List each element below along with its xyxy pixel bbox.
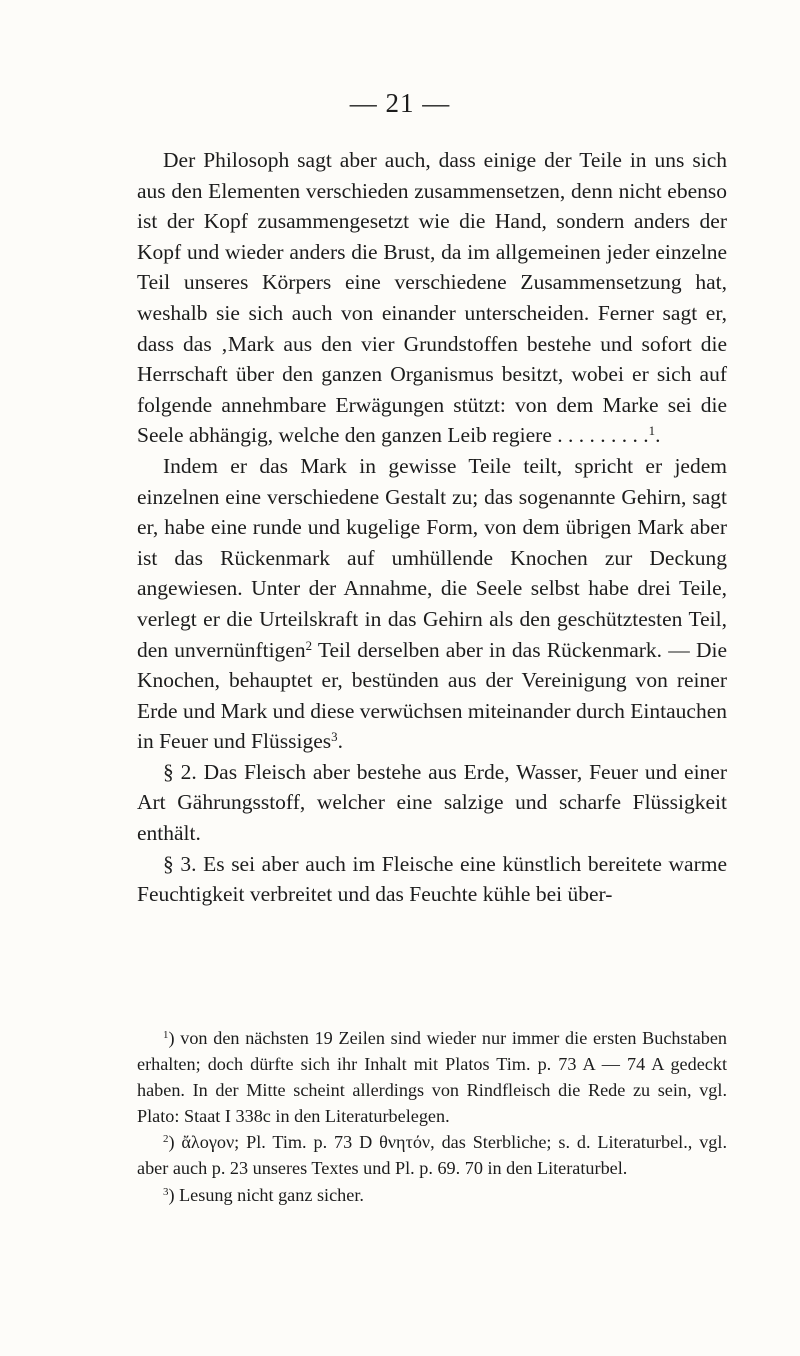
footnote-text: von den nächsten 19 Zeilen sind wieder nur immer die ersten Buchstaben erhalten; doch dürfte sich ihr Inhalt mit Platos Tim. p. 73 A — 74 A gedeckt haben. In der Mitte scheint allerdings von Rindfleisch die Rede zu sein, vgl. Plato: Staat I 338c in den Literaturbelegen. [137,1028,727,1127]
paragraph-section-2: § 2. Das Fleisch aber bestehe aus Erde, Wasser, Feuer und einer Art Gährungsstoff, welcher eine salzige und scharfe Flüssigkeit enthält. [137,759,727,846]
paragraph-ending: . [655,423,661,448]
footnote-text: Lesung nicht ganz sicher. [179,1184,364,1205]
paragraph [137,145,727,451]
footnotes [137,1025,727,1208]
paragraph-text-continued: Teil derselben aber in das Rückenmark. — Die Knochen, behauptet er, bestünden aus der Vereinigung von reiner Erde und Mark und diese verwüchsen miteinander durch Eintauchen in Feuer und Flüssiges [137,637,727,754]
footnote-mark: 1 [163,1029,169,1041]
paragraph-section-3: § 3. Es sei aber auch im Fleische eine künstlich bereitete warme Feuchtigkeit verbreitet und das Feuchte kühle bei über- [137,851,727,907]
footnote-mark: 2 [163,1133,169,1146]
footnote: $^3$) Lesung nicht ganz sicher. [163,1184,364,1205]
paragraph-text: Indem er das Mark in gewisse Teile teilt, spricht er jedem einzelnen eine verschiedene Gestalt zu; das sogenannte Gehirn, sagt er, habe eine runde und kugelige Form, von dem übrigen Mark aber ist das Rückenmark auf umhüllende Knochen zur Deckung angewiesen. Unter der Annahme, die Seele selbst habe drei Teile, verlegt er die Urteilskraft in das Gehirn als den geschütztesten Teil, den unvernünftigen [137,453,727,662]
footnote: $^1$) von den nächsten 19 Zeilen sind wieder nur immer die ersten Buchstaben erhalten; doch dürfte sich ihr Inhalt mit Platos Tim. p. 73 A — 74 A gedeckt haben. In der Mitte scheint allerdings von Rindfleisch die Rede zu sein, vgl. Plato: Staat I 338c in den Literaturbelegen. [137,1028,727,1127]
page-number: — 21 — [349,88,451,118]
footnote-mark: 3 [163,1185,169,1198]
paragraph-text: Der Philosoph sagt aber auch, dass einige der Teile in uns sich aus den Elementen verschieden zusammensetzen, denn nicht ebenso ist der Kopf zusammengesetzt wie die Hand, sondern anders der Kopf und wieder anders die Brust, da im allgemeinen jeder einzelne Teil unseres Körpers eine verschiedene Zusammensetzung hat, weshalb sie sich auch von einander unterscheiden. Ferner sagt er, dass das ‚Mark aus den vier Grundstoffen bestehe und sofort die Herrschaft über den ganzen Organismus besitzt, wobei er sich auf folgende annehmbare Erwägungen stützt: von dem Marke sei die Seele abhängig, welche den ganzen Leib regiere . . . . . . . . . [137,148,727,448]
footnote-reference[interactable]: 3 [331,730,338,745]
paragraph-ending: . [337,729,343,754]
footnote-reference[interactable]: 1 [648,424,656,439]
paragraph [137,451,727,757]
footnote-text: ἄλογον; Pl. Tim. p. 73 D θνητόν, das Sterbliche; s. d. Literaturbel., vgl. aber auch p. 23 unseres Textes und Pl. p. 69. 70 in den Literaturbel. [137,1132,727,1179]
footnote: $^2$) ἄλογον; Pl. Tim. p. 73 D θνητόν, das Sterbliche; s. d. Literaturbel., vgl. aber auch p. 23 unseres Textes und Pl. p. 69. 70 in den Literaturbel. [137,1132,727,1179]
footnote-reference[interactable]: 2 [305,638,313,653]
main-text [137,145,727,910]
